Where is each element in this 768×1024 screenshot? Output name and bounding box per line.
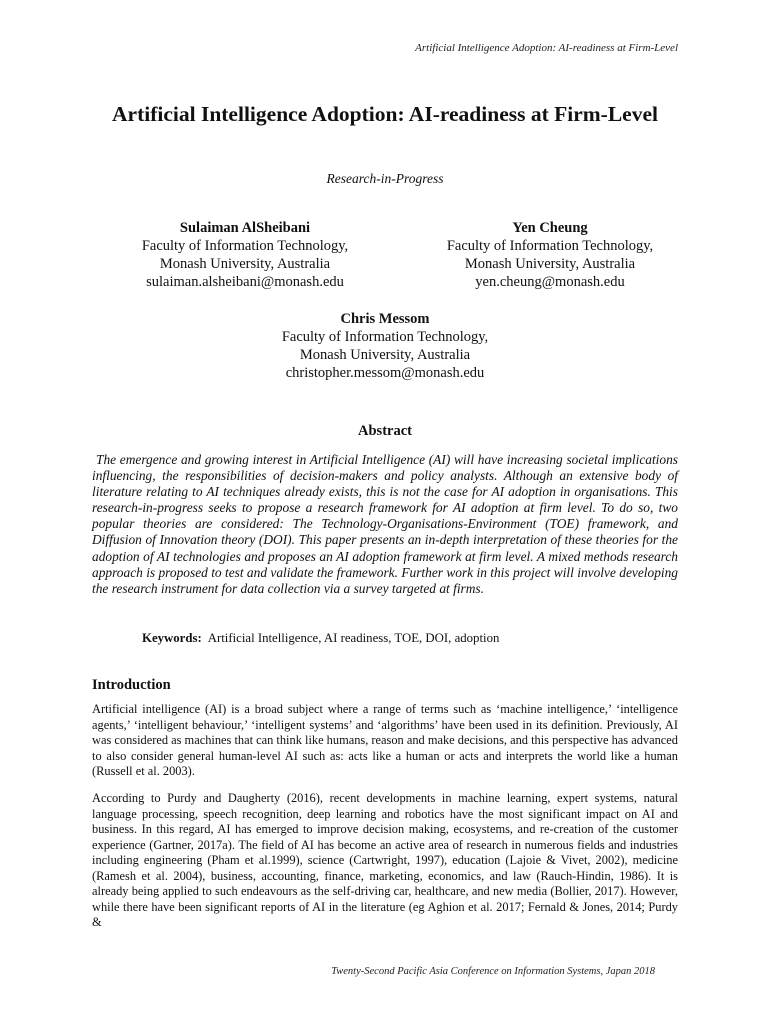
author-institution: Monash University, Australia [464,256,636,272]
keywords-line [142,631,682,646]
introduction-heading: Introduction [92,677,171,693]
author-block-2 [400,219,700,291]
author-block-1 [100,219,390,291]
running-header: Artificial Intelligence Adoption: AI-readiness at Firm-Level [415,42,678,54]
abstract-heading: Abstract [358,423,412,439]
body-paragraph: Artificial intelligence (AI) is a broad subject where a range of terms such as ‘machine intelligence,’ ‘intelligence agents,’ ‘intelligent behaviour,’ ‘intelligent systems’ and ‘algorithms’ have been used in its definition. Previously, AI was considered as machines that can think like humans, reason and make decisions, and this perspective has advanced to also consider general human-level AI such as: acts like a human or acts and interprets the world like a human (Russell et al. 2003). [92,702,678,778]
author-block-3 [200,310,570,382]
author-name: Chris Messom [340,311,430,327]
body-paragraph: According to Purdy and Daugherty (2016), recent developments in machine learning, expert systems, natural language processing, speech recognition, deep learning and robotics have the most significant impact on AI and business. In this regard, AI has emerged to improve decision making, ecosystems, and re-creation of the customer experience (Gartner, 2017a). The field of AI has become an active area of research in numerous fields and industries including engineering (Pham et al.1999), science (Cartwright, 1997), education (Lajoie & Vivet, 2002), medicine (Ramesh et al. 2004), business, accounting, finance, marketing, economics, and law (Rauch-Hindin, 1986). It is already being applied to such endeavours as the self-driving car, healthcare, and new media (Bollier, 2017). However, while there have been significant reports of AI in the literature (eg Aghion et al. 2017; Fernald & Jones, 2014; Purdy & [92,791,678,929]
author-name: Yen Cheung [512,220,588,236]
author-affiliation: Faculty of Information Technology, [446,238,654,254]
running-footer: Twenty-Second Pacific Asia Conference on Information Systems, Japan 2018 [331,966,655,977]
keywords-label: Keywords: [142,631,202,645]
author-name: Sulaiman AlSheibani [179,220,311,236]
author-affiliation: Faculty of Information Technology, [141,238,349,254]
author-affiliation: Faculty of Information Technology, [281,329,489,345]
author-institution: Monash University, Australia [159,256,331,272]
author-email: christopher.messom@monash.edu [285,365,485,381]
keywords-value: Artificial Intelligence, AI readiness, TOE, DOI, adoption [207,631,500,645]
paper-subtitle: Research-in-Progress [326,171,444,186]
author-institution: Monash University, Australia [299,347,471,363]
author-email: yen.cheung@monash.edu [475,274,625,290]
paper-title: Artificial Intelligence Adoption: AI-readiness at Firm-Level [112,102,658,126]
abstract-text: The emergence and growing interest in Artificial Intelligence (AI) will have increasing societal implications influencing, the responsibilities of decision-makers and policy analysts. Although an extensive body of literature relating to AI techniques already exists, this is not the case for AI adoption in organisations. This research-in-progress seeks to propose a research framework for AI adoption at firm level. To do so, two popular theories are considered: The Technology-Organisations-Environment (TOE) framework, and Diffusion of Innovation theory (DOI). This paper presents an in-depth interpretation of these theories for the adoption of AI technologies and proposes an AI adoption framework at firm level. A mixed methods research approach is proposed to test and validate the framework. Further work in this project will involve developing the research instrument for data collection via a survey targeted at firms. [92,452,678,596]
author-email: sulaiman.alsheibani@monash.edu [146,274,344,290]
